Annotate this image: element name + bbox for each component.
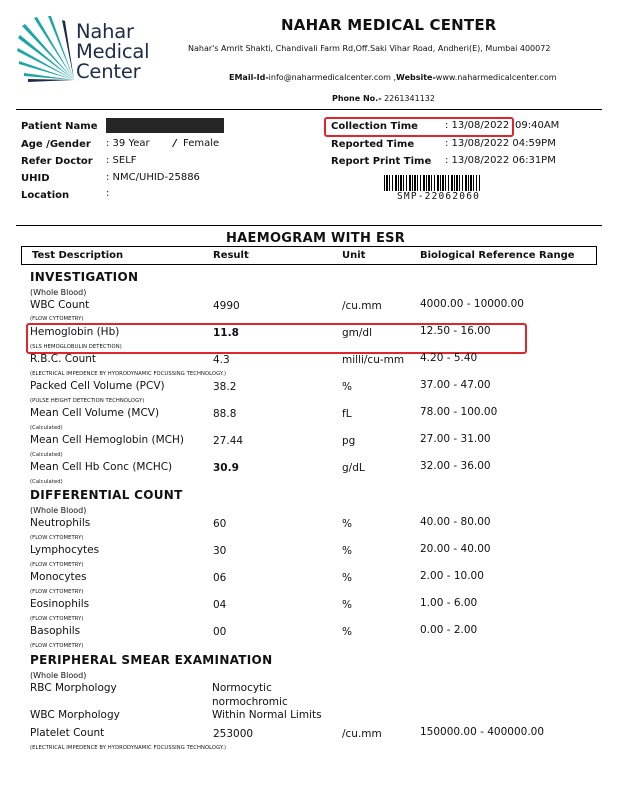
test-reference: 20.00 - 40.00 bbox=[420, 543, 491, 555]
test-method: (FLOW CYTOMETRY) bbox=[30, 535, 84, 541]
section-differential-count: DIFFERENTIAL COUNT bbox=[30, 488, 183, 502]
test-reference: 78.00 - 100.00 bbox=[420, 406, 498, 418]
test-result: 60 bbox=[213, 518, 227, 530]
patient-name-label: Patient Name bbox=[21, 121, 98, 132]
specimen-note: (Whole Blood) bbox=[30, 506, 87, 515]
logo bbox=[16, 16, 156, 88]
logo-line-3: Center bbox=[76, 60, 141, 83]
test-result: 4990 bbox=[213, 300, 240, 312]
test-method: (FLOW CYTOMETRY) bbox=[30, 316, 84, 322]
age-value: : 39 Year bbox=[106, 138, 150, 149]
test-result: 30 bbox=[213, 545, 227, 557]
refer-doctor-label: Refer Doctor bbox=[21, 156, 93, 167]
sample-id: SMP-22062060 bbox=[397, 191, 481, 202]
test-reference: 1.00 - 6.00 bbox=[420, 597, 478, 609]
test-method: (SLS HEMOGLOBULIN DETECTION) bbox=[30, 344, 122, 350]
gender-value: Female bbox=[183, 138, 220, 149]
org-title: NAHAR MEDICAL CENTER bbox=[281, 16, 497, 34]
test-name: WBC Count bbox=[30, 299, 90, 311]
test-unit: gm/dl bbox=[342, 327, 373, 339]
uhid-value: : NMC/UHID-25886 bbox=[106, 172, 200, 183]
test-result: 27.44 bbox=[213, 435, 244, 447]
test-unit: % bbox=[342, 599, 352, 611]
location-label: Location bbox=[21, 190, 70, 201]
reported-time-label: Reported Time bbox=[331, 139, 415, 150]
test-reference: 32.00 - 36.00 bbox=[420, 460, 491, 472]
specimen-note: (Whole Blood) bbox=[30, 288, 87, 297]
test-unit: fL bbox=[342, 408, 352, 420]
test-reference: 12.50 - 16.00 bbox=[420, 325, 491, 337]
contact-separator: , bbox=[390, 73, 397, 82]
platelet-count-reference: 150000.00 - 400000.00 bbox=[420, 726, 545, 738]
rbc-morphology-line-2: normochromic bbox=[212, 695, 288, 708]
test-result: 11.8 bbox=[213, 327, 239, 339]
uhid-label: UHID bbox=[21, 173, 50, 184]
test-name: Lymphocytes bbox=[30, 544, 100, 556]
test-reference: 37.00 - 47.00 bbox=[420, 379, 491, 391]
test-unit: g/dL bbox=[342, 462, 365, 474]
wbc-morphology-value: Within Normal Limits bbox=[212, 709, 322, 721]
logo-line-1: Nahar bbox=[76, 20, 134, 43]
platelet-count-method: (ELECTRICAL IMPEDENCE BY HYDRODYNAMIC FOCUSSING TECHNOLOGY.) bbox=[30, 745, 227, 751]
test-reference: 4000.00 - 10000.00 bbox=[420, 298, 524, 310]
patient-divider bbox=[16, 225, 602, 226]
phone-label: Phone No.- bbox=[332, 94, 382, 103]
test-method: (Calculated) bbox=[30, 425, 63, 431]
wbc-morphology-label: WBC Morphology bbox=[30, 709, 120, 721]
test-result: 00 bbox=[213, 626, 227, 638]
test-reference: 0.00 - 2.00 bbox=[420, 624, 478, 636]
specimen-note: (Whole Blood) bbox=[30, 671, 87, 680]
header-divider bbox=[16, 109, 602, 110]
gender-separator: / bbox=[173, 138, 177, 149]
test-name: R.B.C. Count bbox=[30, 353, 96, 365]
rbc-morphology-line-1: Normocytic bbox=[212, 682, 272, 694]
test-unit: milli/cu-mm bbox=[342, 354, 405, 366]
test-name: Mean Cell Hemoglobin (MCH) bbox=[30, 434, 184, 446]
test-method: (PULSE HEIGHT DETECTION TECHNOLOGY) bbox=[30, 398, 145, 404]
logo-line-2: Medical bbox=[76, 40, 150, 63]
phone-line bbox=[332, 94, 435, 103]
test-method: (Calculated) bbox=[30, 479, 63, 485]
logo-fan-icon bbox=[16, 16, 78, 86]
email-label: EMail-Id- bbox=[229, 73, 269, 82]
refer-doctor-value: : SELF bbox=[106, 155, 137, 166]
test-name: Eosinophils bbox=[30, 598, 90, 610]
section-peripheral-smear: PERIPHERAL SMEAR EXAMINATION bbox=[30, 653, 273, 667]
logo-text bbox=[76, 22, 149, 82]
contact-line bbox=[229, 73, 557, 82]
test-unit: % bbox=[342, 626, 352, 638]
test-name: Hemoglobin (Hb) bbox=[30, 326, 120, 338]
test-name: Basophils bbox=[30, 625, 81, 637]
platelet-count-unit: /cu.mm bbox=[342, 728, 382, 740]
org-address: Nahar's Amrit Shakti, Chandivali Farm Rd,Off.Saki Vihar Road, Andheri(E), Mumbai 400072 bbox=[188, 44, 551, 53]
test-method: (FLOW CYTOMETRY) bbox=[30, 589, 84, 595]
website-link[interactable]: www.naharmedicalcenter.com bbox=[435, 73, 557, 82]
test-name: Mean Cell Hb Conc (MCHC) bbox=[30, 461, 173, 473]
test-method: (Calculated) bbox=[30, 452, 63, 458]
test-reference: 2.00 - 10.00 bbox=[420, 570, 484, 582]
test-result: 04 bbox=[213, 599, 227, 611]
test-reference: 40.00 - 80.00 bbox=[420, 516, 491, 528]
report-title: HAEMOGRAM WITH ESR bbox=[226, 231, 406, 246]
test-name: Monocytes bbox=[30, 571, 87, 583]
email-link[interactable]: info@naharmedicalcenter.com bbox=[268, 73, 391, 82]
test-result: 38.2 bbox=[213, 381, 237, 393]
test-result: 06 bbox=[213, 572, 227, 584]
reported-time-value: : 13/08/2022 04:59PM bbox=[445, 138, 556, 149]
barcode-icon bbox=[384, 175, 480, 191]
collection-time-label: Collection Time bbox=[331, 121, 418, 132]
phone-value: 2261341132 bbox=[384, 94, 435, 103]
test-method: (FLOW CYTOMETRY) bbox=[30, 562, 84, 568]
test-unit: /cu.mm bbox=[342, 300, 382, 312]
test-result: 30.9 bbox=[213, 462, 239, 474]
test-result: 88.8 bbox=[213, 408, 237, 420]
test-unit: % bbox=[342, 545, 352, 557]
rbc-morphology-label: RBC Morphology bbox=[30, 682, 117, 694]
test-name: Packed Cell Volume (PCV) bbox=[30, 380, 165, 392]
test-result: 4.3 bbox=[213, 354, 230, 366]
test-method: (ELECTRICAL IMPEDENCE BY HYDRODYNAMIC FOCUSSING TECHNOLOGY.) bbox=[30, 371, 227, 377]
col-unit: Unit bbox=[342, 250, 366, 261]
test-unit: pg bbox=[342, 435, 356, 447]
test-method: (FLOW CYTOMETRY) bbox=[30, 616, 84, 622]
test-name: Neutrophils bbox=[30, 517, 91, 529]
test-unit: % bbox=[342, 518, 352, 530]
collection-time-value: 09:40AM bbox=[515, 120, 560, 131]
platelet-count-label: Platelet Count bbox=[30, 727, 105, 739]
platelet-count-result: 253000 bbox=[213, 728, 254, 740]
test-method: (FLOW CYTOMETRY) bbox=[30, 643, 84, 649]
col-result: Result bbox=[213, 250, 249, 261]
col-reference-range: Biological Reference Range bbox=[420, 250, 575, 261]
print-time-label: Report Print Time bbox=[331, 156, 432, 167]
test-reference: 4.20 - 5.40 bbox=[420, 352, 478, 364]
test-reference: 27.00 - 31.00 bbox=[420, 433, 491, 445]
col-test-description: Test Description bbox=[32, 250, 124, 261]
rbc-morphology-value bbox=[212, 682, 288, 709]
test-name: Mean Cell Volume (MCV) bbox=[30, 407, 160, 419]
age-gender-label: Age /Gender bbox=[21, 139, 91, 150]
test-unit: % bbox=[342, 572, 352, 584]
table-header bbox=[21, 246, 597, 265]
website-label: Website- bbox=[396, 73, 436, 82]
location-value: : bbox=[106, 188, 110, 199]
section-investigation: INVESTIGATION bbox=[30, 270, 139, 284]
collection-date-value: : 13/08/2022 bbox=[445, 120, 510, 131]
print-time-value: : 13/08/2022 06:31PM bbox=[445, 155, 556, 166]
patient-name-redacted bbox=[106, 118, 224, 133]
test-unit: % bbox=[342, 381, 352, 393]
